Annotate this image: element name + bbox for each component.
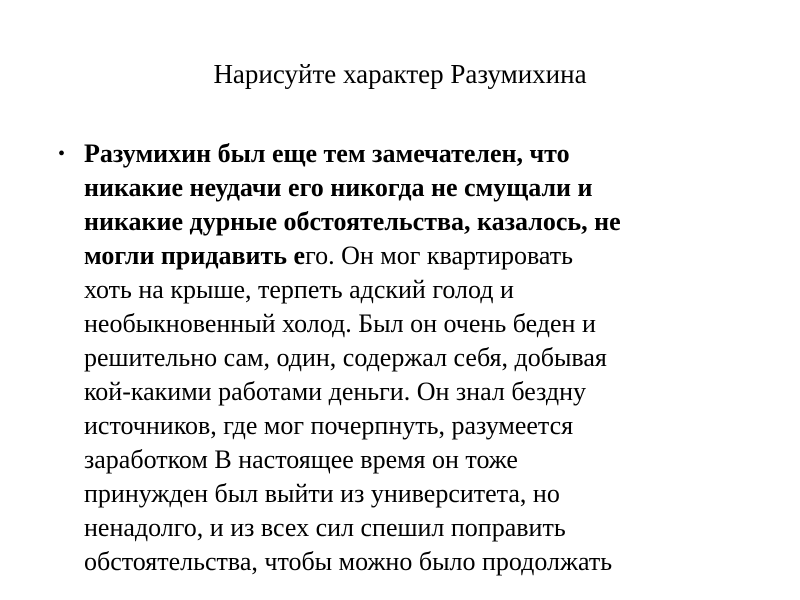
text-line-4-bold: могли придавить е <box>84 241 306 270</box>
text-line-6: необыкновенный холод. Был он очень беден и <box>84 309 596 338</box>
text-line-7: решительно сам, один, содержал себя, добывая <box>84 343 607 372</box>
text-line-11: принужден был выйти из университета, но <box>84 479 560 508</box>
text-line-2: никакие неудачи его никогда не смущали и <box>84 173 593 202</box>
text-line-5: хоть на крыше, терпеть адский голод и <box>84 275 514 304</box>
slide-title: Нарисуйте характер Разумихина <box>213 59 587 89</box>
text-line-9: источников, где мог почерпнуть, разумеется <box>84 411 574 440</box>
text-line-8: кой-какими работами деньги. Он знал бездну <box>84 377 587 406</box>
text-line-12: ненадолго, и из всех сил спешил поправить <box>84 513 566 542</box>
bullet-paragraph <box>58 137 768 579</box>
text-line-3: никакие дурные обстоятельства, казалось, не <box>84 207 621 236</box>
bullet-icon: • <box>58 143 66 165</box>
text-line-10: заработком В настоящее время он тоже <box>84 445 518 474</box>
text-line-4 <box>84 239 768 273</box>
slide-body <box>58 137 768 579</box>
text-line-13: обстоятельства, чтобы можно было продолжать <box>84 547 613 576</box>
text-line-4-rest: го. Он мог квартировать <box>305 241 573 270</box>
text-line-1: Разумихин был еще тем замечателен, что <box>84 139 570 168</box>
